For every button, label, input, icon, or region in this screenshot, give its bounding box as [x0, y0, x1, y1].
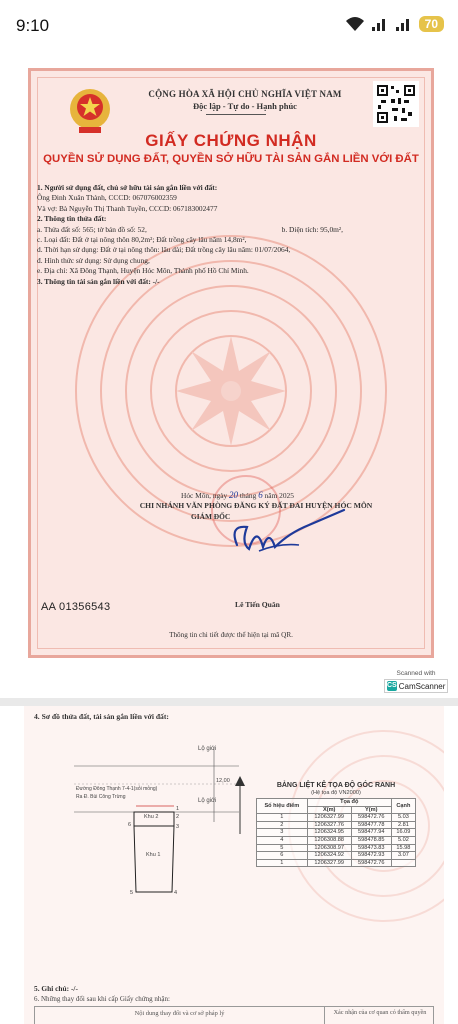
- status-icons: [345, 16, 444, 32]
- owner2: Và vợ: Bà Nguyễn Thị Thanh Tuyền, CCCD: 067183002477: [37, 203, 218, 213]
- motto: Độc lập - Tự do - Hạnh phúc: [193, 101, 297, 111]
- signature-icon: [219, 505, 349, 565]
- table-row: [257, 829, 416, 837]
- point-4: 4: [174, 890, 178, 896]
- battery-icon: 70: [419, 16, 444, 32]
- signal-icon: [371, 16, 389, 32]
- table-row: [257, 852, 416, 860]
- point-5: 5: [130, 890, 134, 896]
- road-width: 12,00: [216, 778, 230, 784]
- signing-date: [181, 490, 294, 500]
- owner1: Ông Đinh Xuân Thành, CCCD: 067076002359: [37, 193, 177, 203]
- land-address: e. Địa chỉ: Xã Đông Thạnh, Huyện Hóc Môn, Thành phố Hồ Chí Minh.: [37, 266, 249, 276]
- parcel-number: a. Thửa đất số: 565; tờ bản đồ số: 52,: [37, 224, 147, 234]
- table-cell: 598472.76: [351, 859, 391, 867]
- north-arrow-icon: [234, 776, 246, 836]
- coords-header-point: Số hiệu điểm: [257, 799, 308, 814]
- table-row: [257, 821, 416, 829]
- table-cell: 5.02: [391, 836, 415, 844]
- lo-gioi-bottom: Lộ giới: [198, 798, 217, 804]
- section6-heading: 6. Những thay đổi sau khi cấp Giấy chứng nhận:: [34, 995, 170, 1003]
- table-cell: 3.07: [391, 852, 415, 860]
- changes-col-content: Nội dung thay đổi và cơ sở pháp lý: [35, 1007, 325, 1024]
- table-cell: 2: [257, 821, 308, 829]
- camscanner-logo: [384, 679, 448, 693]
- changes-table: [34, 1006, 434, 1024]
- table-cell: 598478.85: [351, 836, 391, 844]
- scanned-with-label: Scanned with: [396, 670, 436, 677]
- changes-col-confirm: Xác nhận của cơ quan có thẩm quyền: [333, 1009, 427, 1016]
- signal-icon: [395, 16, 413, 32]
- section4-heading: 4. Sơ đồ thửa đất, tài sản gắn liền với đất:: [34, 712, 169, 721]
- section2-heading: 2. Thông tin thửa đất:: [37, 214, 107, 224]
- page-divider: [0, 698, 458, 706]
- table-cell: 2.81: [391, 821, 415, 829]
- table-cell: 15.98: [391, 844, 415, 852]
- parcel-area: b. Diện tích: 95,0m²,: [281, 224, 343, 234]
- road-name: Đường Đông Thạnh 7-4-1(sỏi mỏng): [76, 786, 158, 792]
- qr-note: Thông tin chi tiết được thể hiện tại mã QR.: [169, 631, 293, 639]
- road-direction: Ra Đ. Bùi Công Trừng: [76, 794, 126, 800]
- camscanner-name: CamScanner: [398, 681, 446, 691]
- coordinates-table: [256, 798, 416, 867]
- table-row: [257, 814, 416, 822]
- table-cell: 1: [257, 814, 308, 822]
- land-type: c. Loại đất: Đất ở tại nông thôn 80,2m²; Đất trồng cây lâu năm 14,8m²,: [37, 235, 247, 245]
- coords-header-y: Y(m): [351, 806, 391, 814]
- certificate-subtitle: QUYỀN SỬ DỤNG ĐẤT, QUYỀN SỞ HỮU TÀI SẢN GẮN LIỀN VỚI ĐẤT: [43, 153, 419, 165]
- table-cell: 1206324.92: [307, 852, 351, 860]
- table-cell: 3: [257, 829, 308, 837]
- table-cell: 598477.94: [351, 829, 391, 837]
- sign-month: 6: [258, 490, 263, 500]
- table-cell: [391, 859, 415, 867]
- table-cell: 598473.83: [351, 844, 391, 852]
- serial-number: AA 01356543: [41, 601, 111, 613]
- table-cell: 16.09: [391, 829, 415, 837]
- table-cell: 4: [257, 836, 308, 844]
- qr-code-icon[interactable]: [373, 81, 419, 127]
- point-3: 3: [176, 824, 180, 830]
- coords-subtitle: (Hệ tọa độ VN2000): [311, 790, 361, 796]
- table-cell: 5.03: [391, 814, 415, 822]
- certificate-page-2: [24, 706, 444, 1024]
- table-row: [257, 836, 416, 844]
- land-term: d. Thời hạn sử dụng: Đất ở tại nông thôn: lâu dài; Đất trồng cây lâu năm: 01/07/2064,: [37, 245, 291, 255]
- sign-date-suffix: năm 2025: [264, 491, 294, 500]
- khu-1-label: Khu 1: [146, 852, 161, 858]
- status-bar: [0, 0, 458, 56]
- table-row: [257, 844, 416, 852]
- coordinates-table-block: [256, 782, 416, 867]
- sign-date-mid: tháng: [239, 491, 257, 500]
- khu-2-label: Khu 2: [144, 814, 159, 820]
- header-underline: [206, 114, 266, 115]
- coords-title: BẢNG LIỆT KÊ TỌA ĐỘ GÓC RANH: [276, 782, 396, 789]
- certificate-title: GIẤY CHỨNG NHẬN: [145, 131, 317, 150]
- sign-day: 20: [229, 490, 239, 500]
- coords-header-x: X(m): [307, 806, 351, 814]
- table-cell: 598477.78: [351, 821, 391, 829]
- land-usage: đ. Hình thức sử dụng: Sử dụng chung,: [37, 255, 150, 265]
- sign-date-prefix: Hóc Môn, ngày: [181, 491, 228, 500]
- table-cell: 1206327.99: [307, 859, 351, 867]
- table-cell: 1206327.99: [307, 814, 351, 822]
- table-cell: 1206308.88: [307, 836, 351, 844]
- section3-heading: 3. Thông tin tài sản gắn liền với đất: -/-: [37, 276, 160, 286]
- table-cell: 1206327.76: [307, 821, 351, 829]
- camscanner-icon: CS: [387, 682, 397, 689]
- table-cell: 1206324.95: [307, 829, 351, 837]
- point-2: 2: [176, 814, 180, 820]
- table-row: [257, 859, 416, 867]
- signer-name: Lê Tiến Quân: [235, 600, 280, 609]
- table-cell: 598472.76: [351, 814, 391, 822]
- coords-header-edge: Cạnh: [391, 799, 415, 814]
- signer-role: GIÁM ĐỐC: [191, 512, 231, 521]
- point-6: 6: [128, 822, 132, 828]
- table-cell: 598472.93: [351, 852, 391, 860]
- section5-notes: 5. Ghi chú: -/-: [34, 984, 78, 993]
- parcel-row: [37, 225, 423, 235]
- table-cell: 1: [257, 859, 308, 867]
- point-1: 1: [176, 806, 180, 812]
- coords-header-group: Tọa độ: [307, 799, 391, 807]
- table-cell: 1206308.97: [307, 844, 351, 852]
- section1-heading: 1. Người sử dụng đất, chủ sở hữu tài sản gắn liền với đất:: [37, 183, 218, 192]
- issuing-office: CHI NHÁNH VĂN PHÒNG ĐĂNG KÝ ĐẤT ĐAI HUYỆN HÓC MÔN: [139, 501, 373, 510]
- camscanner-badge: [384, 670, 448, 693]
- certificate-page: [28, 68, 434, 658]
- country-header: CỘNG HÒA XÃ HỘI CHỦ NGHĨA VIỆT NAM: [148, 89, 342, 99]
- clock: 9:10: [16, 16, 50, 35]
- table-cell: 6: [257, 852, 308, 860]
- national-emblem-icon: [67, 87, 113, 135]
- certificate-body: [37, 183, 423, 287]
- wifi-icon: [345, 16, 365, 32]
- lo-gioi-top: Lộ giới: [198, 746, 217, 752]
- table-cell: 5: [257, 844, 308, 852]
